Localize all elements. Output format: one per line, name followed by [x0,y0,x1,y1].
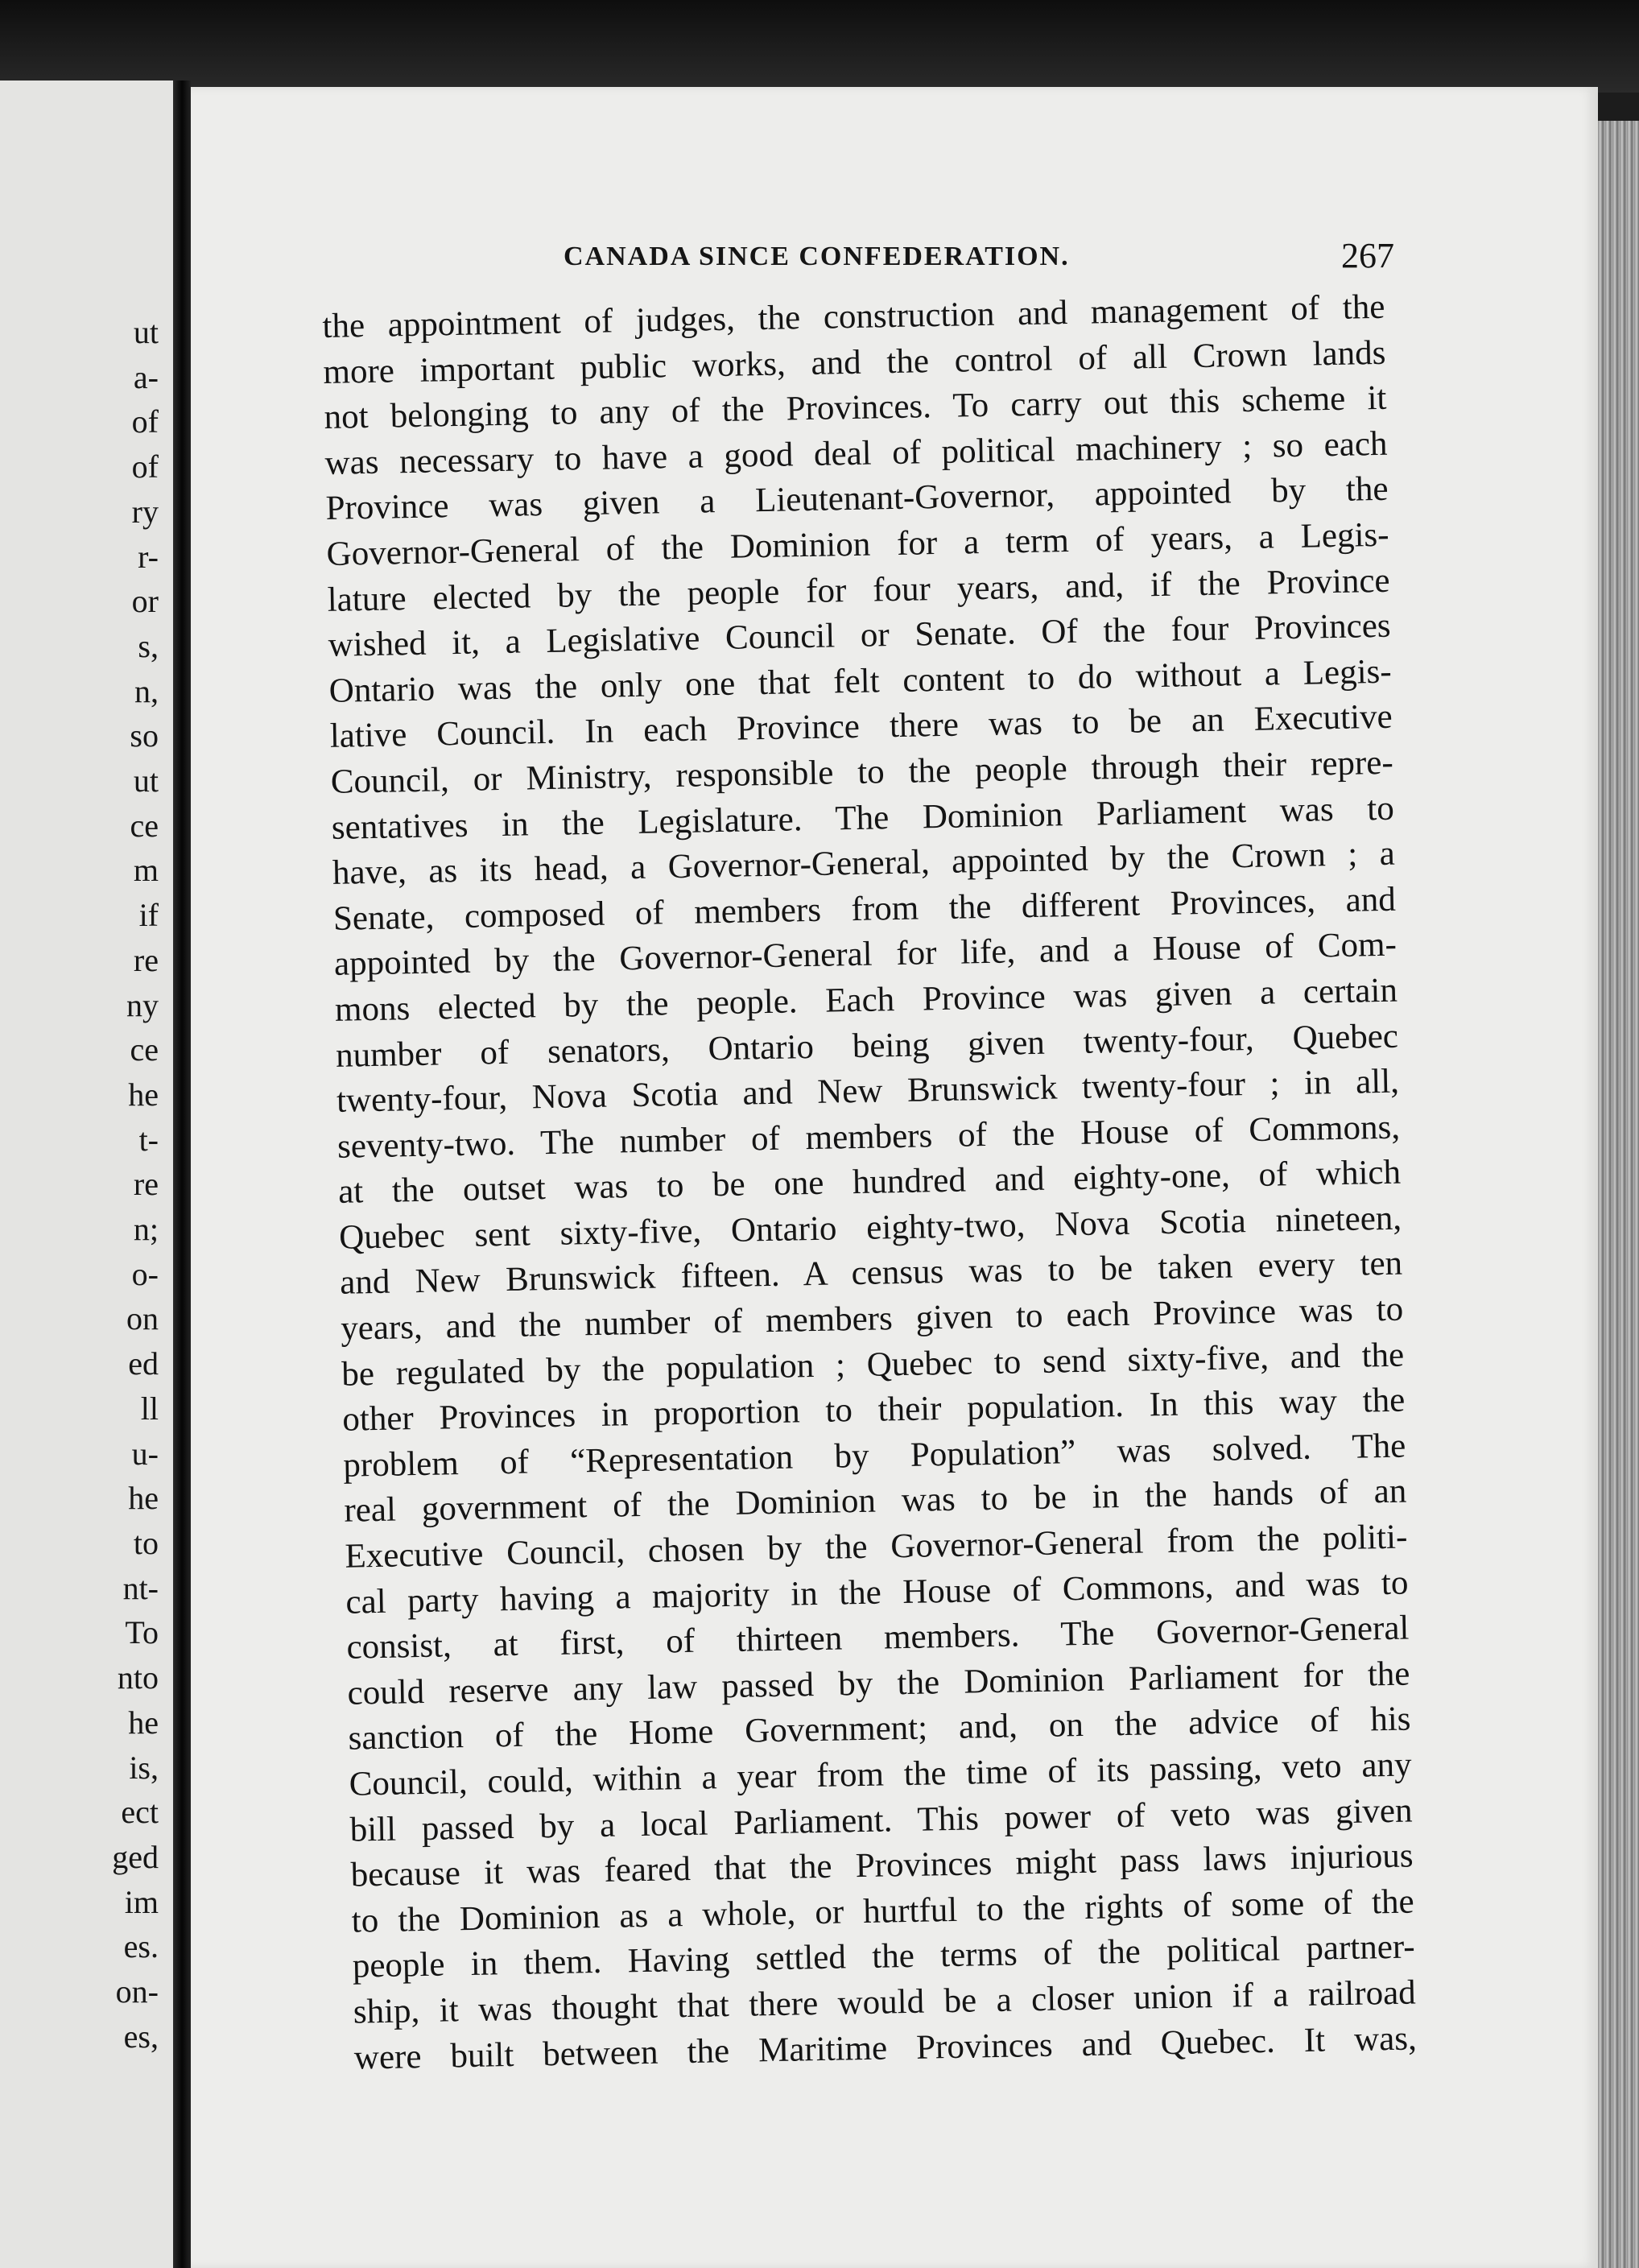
left-fragment: ny [126,986,159,1023]
left-fragment: ry [131,493,159,530]
left-fragment: es. [123,1928,159,1965]
running-title: CANADA SINCE CONFEDERATION. [564,242,1070,271]
page-header [564,235,1637,283]
left-fragment: ect [121,1794,159,1831]
text-line: seventy-two. The number of members of the House of Commons, [336,1108,1401,1166]
text-line: could reserve any law passed by the Dominion Parliament for the [347,1655,1410,1712]
text-line: cal party having a majority in the House of Commons, and was to [345,1564,1409,1621]
left-fragment: or [131,583,159,620]
left-fragment: s, [138,627,159,664]
text-line: were built between the Maritime Provinces and Quebec. It was, [353,2019,1418,2077]
left-fragment: ut [133,762,159,799]
left-fragment: r- [138,538,159,575]
text-line: sanction of the Home Government; and, on the advice of his [348,1700,1411,1758]
text-line: problem of “Representation by Population” was solved. The [343,1427,1406,1485]
text-line: have, as its head, a Governor-General, appointed by the Crown ; a [332,834,1396,893]
left-fragment: re [133,941,159,978]
left-fragment: so [130,717,159,754]
text-line: real government of the Dominion was to be in the hands of an [344,1473,1407,1531]
left-fragment: ce [130,807,159,844]
text-line: the appointment of judges, the construction and management of the [322,287,1385,345]
text-line: not belonging to any of the Provinces. To carry out this scheme it [324,378,1387,437]
left-fragment: if [138,897,159,934]
left-fragment: of [131,403,159,440]
page-edge-stack [1598,121,1639,2268]
book-gutter [173,81,191,2268]
page-number: 267 [1341,236,1394,275]
left-fragment: on [126,1300,159,1337]
text-line: appointed by the Governor-General for life, and a House of Com- [333,925,1397,984]
left-fragment: o- [131,1255,159,1292]
left-fragment: ed [128,1345,159,1382]
text-line: Senate, composed of members from the different Provinces, and [332,880,1397,938]
left-fragment: re [133,1166,159,1203]
body-text [322,285,1417,2081]
text-line: Executive Council, chosen by the Governor-General from the politi- [345,1518,1408,1576]
text-line: lative Council. In each Province there was to be an Executive [329,698,1393,756]
left-fragment: im [124,1883,159,1920]
text-line: Ontario was the only one that felt content to do without a Legis- [328,652,1393,710]
text-line: wished it, a Legislative Council or Senate. Of the four Provinces [328,606,1391,665]
left-fragment: to [133,1524,159,1561]
left-facing-page [0,81,173,2268]
left-fragment: ce [130,1031,159,1068]
text-line: was necessary to have a good deal of political machinery ; so each [324,424,1388,482]
left-fragment: he [128,1704,159,1741]
text-line: ship, it was thought that there would be a closer union if a railroad [353,1973,1417,2031]
text-line: Province was given a Lieutenant-Governor, appointed by the [325,470,1389,528]
left-fragment: on- [115,1973,159,2010]
text-line: Governor-General of the Dominion for a term of years, a Legis- [326,515,1389,573]
left-fragment: he [128,1480,159,1517]
left-fragment: is, [129,1749,159,1786]
left-fragment: m [133,852,159,889]
text-line: years, and the number of members given to each Province was to [340,1290,1404,1348]
text-line: consist, at first, of thirteen members. The Governor-General [346,1609,1410,1667]
text-line: lature elected by the people for four years, and, if the Province [327,561,1390,619]
text-line: sentatives in the Legislature. The Dominion Parliament was to [331,789,1395,847]
left-page-text-fragments [62,310,159,2059]
text-line: to the Dominion as a whole, or hurtful to the rights of some of the [351,1882,1415,1940]
left-fragment: To [125,1614,159,1651]
text-line: Quebec sent sixty-five, Ontario eighty-two, Nova Scotia nineteen, [338,1199,1402,1257]
text-line: other Provinces in proportion to their population. In this way the [341,1381,1406,1440]
left-fragment: nt- [122,1569,159,1606]
left-fragment: he [128,1076,159,1113]
text-line: people in them. Having settled the terms of the political partner- [352,1927,1416,1986]
text-line: mons elected by the people. Each Province was given a certain [334,971,1398,1029]
left-fragment: ut [133,314,159,350]
left-fragment: a- [133,358,159,395]
left-fragment: u- [131,1435,159,1472]
text-line: at the outset was to be one hundred and eighty-one, of which [337,1153,1402,1212]
left-fragment: t- [138,1121,159,1158]
left-fragment: ged [112,1838,159,1875]
text-line: be regulated by the population ; Quebec to send sixty-five, and the [341,1336,1405,1394]
left-fragment: es, [123,2018,159,2055]
text-line: number of senators, Ontario being given twenty-four, Quebec [335,1017,1399,1075]
text-line: bill passed by a local Parliament. This power of veto was given [349,1791,1413,1849]
text-line: because it was feared that the Provinces might pass laws injurious [350,1836,1414,1894]
text-line: Council, or Ministry, responsible to the people through their repre- [330,743,1394,801]
text-line: Council, could, within a year from the time of its passing, veto any [349,1745,1412,1803]
left-fragment: n, [134,672,159,709]
left-fragment: ll [140,1390,159,1427]
text-line: more important public works, and the control of all Crown lands [323,333,1386,391]
text-line: twenty-four, Nova Scotia and New Brunswick twenty-four ; in all, [336,1062,1400,1120]
left-fragment: nto [117,1659,159,1696]
text-line: and New Brunswick fifteen. A census was to be taken every ten [339,1245,1403,1303]
scan-top-border [0,0,1639,93]
left-fragment: n; [133,1211,159,1248]
left-fragment: of [131,448,159,485]
